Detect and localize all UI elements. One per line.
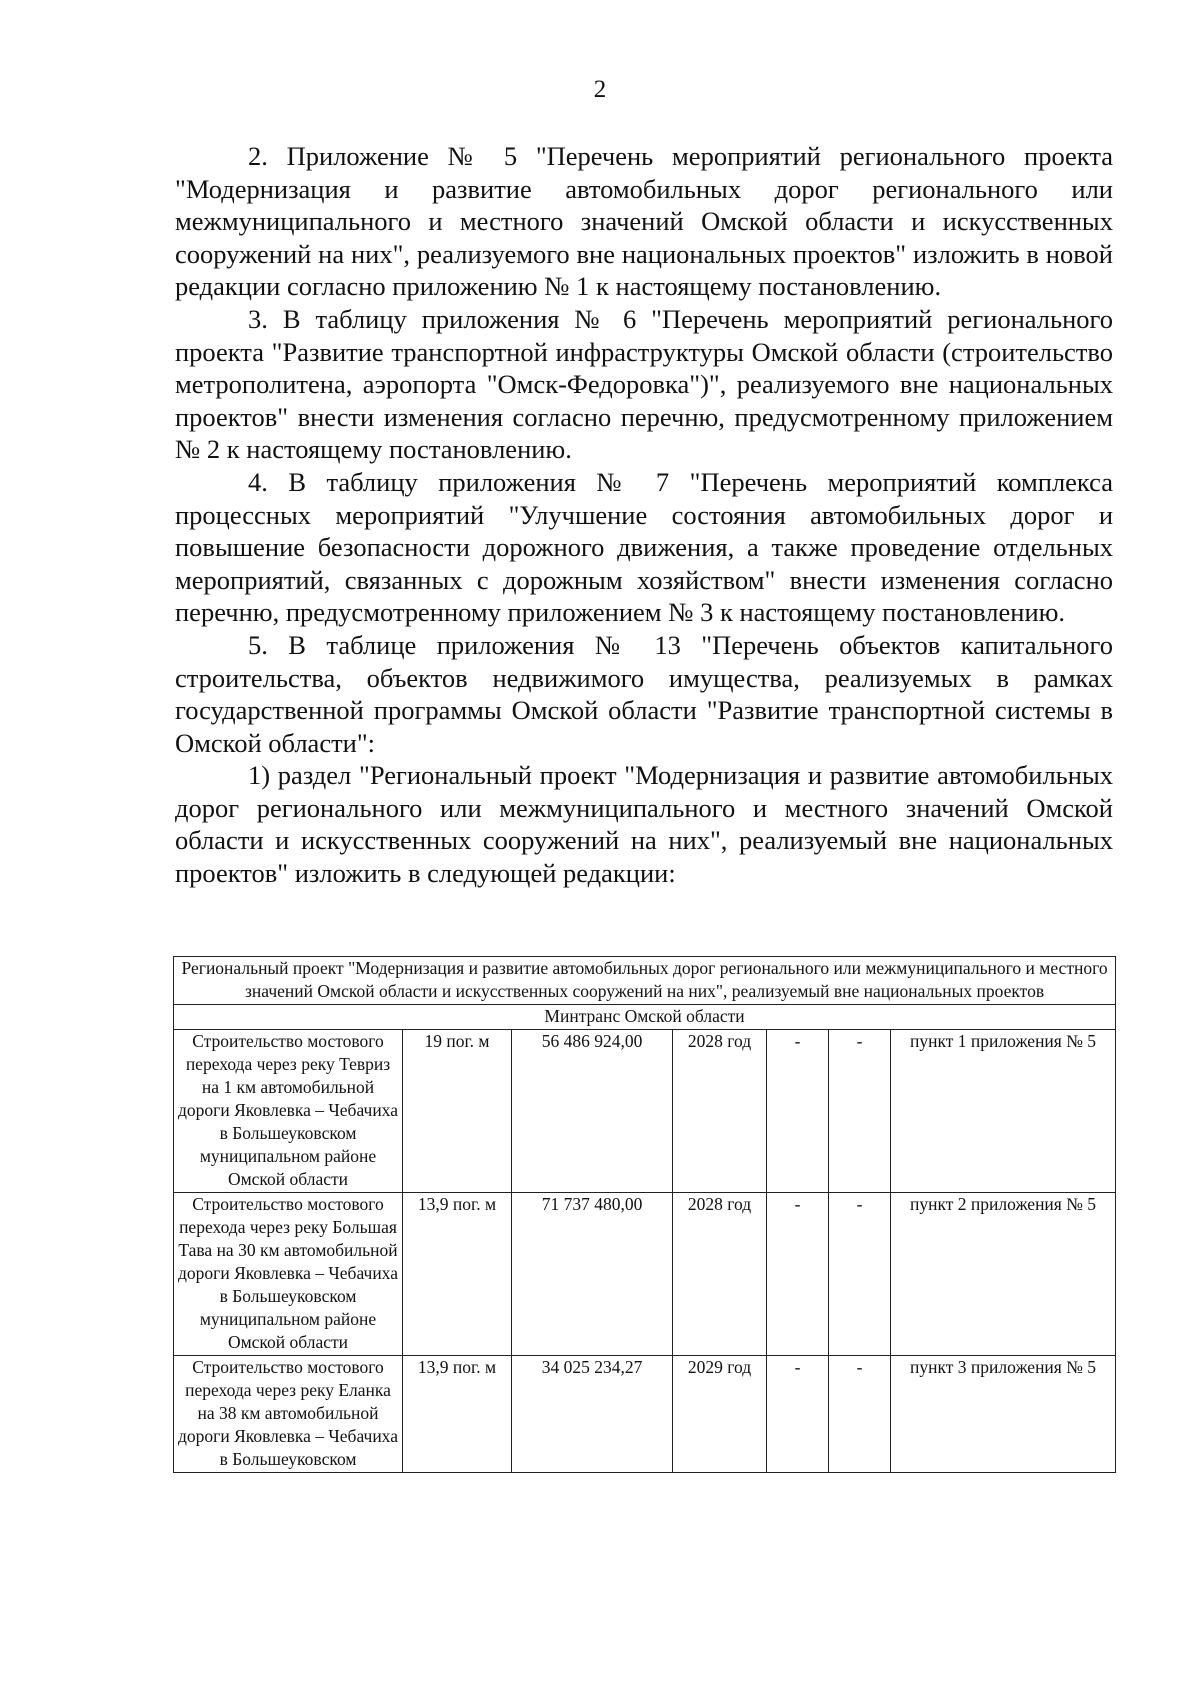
reference-cell: пункт 3 приложения № 5 — [891, 1356, 1116, 1473]
reference-cell: пункт 2 приложения № 5 — [891, 1193, 1116, 1356]
object-name-cell: Строительство мостового перехода через реку Тевриз на 1 км автомобильной дороги Яковлевка – Чебачиха в Большеуковском муниципальном районе Омской области — [174, 1030, 403, 1193]
length-cell: 19 пог. м — [403, 1030, 512, 1193]
agency-cell: Минтранс Омской области — [174, 1005, 1116, 1030]
page-number: 2 — [593, 76, 607, 103]
year-cell: 2029 год — [673, 1356, 767, 1473]
dash-cell: - — [829, 1193, 891, 1356]
paragraph-item-3: 3. В таблицу приложения № 6 "Перечень мероприятий регионального проекта "Развитие транспортной инфраструктуры Омской области (строительство метрополитена, аэропорта "Омск-Федоровка")", реализуемого вне национальных проектов" внести изменения согласно перечню, предусмотренному приложением № 2 к настоящему постановлению. — [175, 303, 1113, 465]
document-body — [175, 140, 1113, 890]
paragraph-item-2: 2. Приложение № 5 "Перечень мероприятий регионального проекта "Модернизация и развитие автомобильных дорог регионального или межмуниципального и местного значений Омской области и искусственных сооружений на них", реализуемого вне национальных проектов" изложить в новой редакции согласно приложению № 1 к настоящему постановлению. — [175, 141, 1113, 302]
reference-cell: пункт 1 приложения № 5 — [891, 1030, 1116, 1193]
paragraph-subitem-1: 1) раздел "Региональный проект "Модернизация и развитие автомобильных дорог регионального или межмуниципального и местного значений Омской области и искусственных сооружений на них", реализуемый вне национальных проектов" изложить в следующей редакции: — [175, 760, 1113, 889]
table-row — [174, 1030, 1116, 1193]
length-cell: 13,9 пог. м — [403, 1356, 512, 1473]
table-section-header-row — [174, 957, 1116, 1005]
table-row — [174, 1356, 1116, 1473]
cost-cell: 34 025 234,27 — [512, 1356, 673, 1473]
paragraph-item-5: 5. В таблице приложения № 13 "Перечень объектов капитального строительства, объектов недвижимого имущества, реализуемых в рамках государственной программы Омской области "Развитие транспортной системы в Омской области": — [175, 629, 1113, 758]
table-agency-row — [174, 1005, 1116, 1030]
dash-cell: - — [767, 1030, 829, 1193]
object-name-cell: Строительство мостового перехода через реку Большая Тава на 30 км автомобильной дороги Яковлевка – Чебачиха в Большеуковском муниципальном районе Омской области — [174, 1193, 403, 1356]
length-cell: 13,9 пог. м — [403, 1193, 512, 1356]
dash-cell: - — [829, 1030, 891, 1193]
object-name-cell: Строительство мостового перехода через реку Еланка на 38 км автомобильной дороги Яковлевка – Чебачиха в Большеуковском — [174, 1356, 403, 1473]
year-cell: 2028 год — [673, 1193, 767, 1356]
table-row — [174, 1193, 1116, 1356]
cost-cell: 56 486 924,00 — [512, 1030, 673, 1193]
dash-cell: - — [767, 1193, 829, 1356]
dash-cell: - — [829, 1356, 891, 1473]
year-cell: 2028 год — [673, 1030, 767, 1193]
cost-cell: 71 737 480,00 — [512, 1193, 673, 1356]
capital-construction-table — [173, 956, 1116, 1473]
dash-cell: - — [767, 1356, 829, 1473]
section-title-cell: Региональный проект "Модернизация и развитие автомобильных дорог регионального или межмуниципального и местного значений Омской области и искусственных сооружений на них", реализуемый вне национальных проектов — [174, 957, 1116, 1005]
paragraph-item-4: 4. В таблицу приложения № 7 "Перечень мероприятий комплекса процессных мероприятий "Улучшение состояния автомобильных дорог и повышение безопасности дорожного движения, а также проведение отдельных мероприятий, связанных с дорожным хозяйством" внести изменения согласно перечню, предусмотренному приложением № 3 к настоящему постановлению. — [175, 466, 1113, 628]
